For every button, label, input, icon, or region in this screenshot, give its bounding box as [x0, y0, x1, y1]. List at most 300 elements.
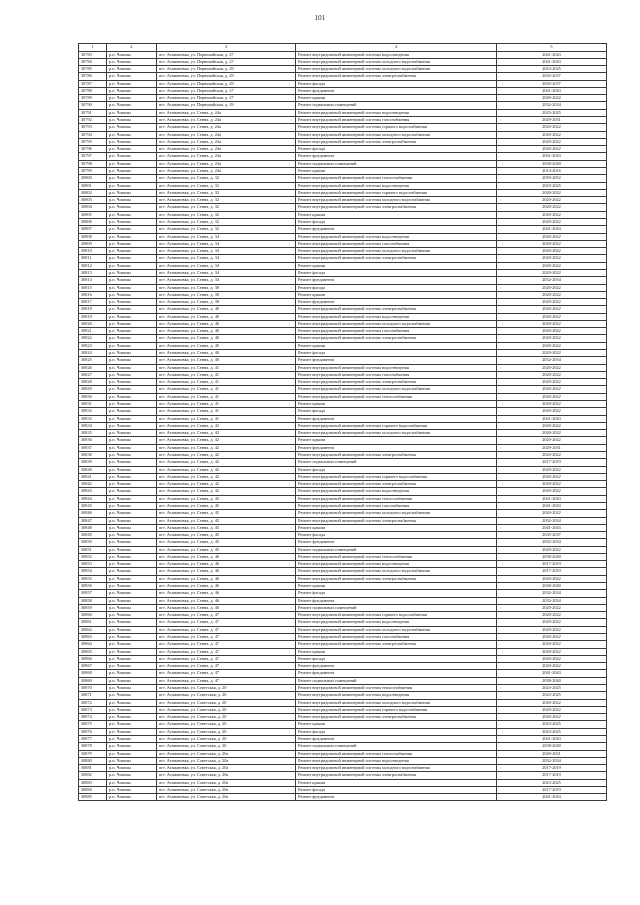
work-type-cell: Ремонт фасада — [296, 466, 497, 473]
row-number-cell: 30830 — [79, 393, 107, 400]
row-number-cell: 30814 — [79, 277, 107, 284]
work-type-cell: Ремонт фундамента — [296, 597, 497, 604]
address-cell: пгт. Атамановка, ул. Сенна, д. 41 — [157, 401, 296, 408]
row-number-cell: 30850 — [79, 539, 107, 546]
period-cell: 2020-2022 — [497, 146, 607, 153]
work-type-cell: Ремонт внутридомовой инженерной системы теплоснабжения — [296, 393, 497, 400]
address-cell: пгт. Атамановка, ул. Сенна, д. 45 — [157, 495, 296, 502]
table-row — [79, 568, 607, 575]
period-cell: 2020-2022 — [497, 422, 607, 429]
municipality-cell: р.п. Чишмы — [107, 684, 157, 691]
address-cell: пгт. Атамановка, ул. Сенна, д. 45 — [157, 524, 296, 531]
address-cell: пгт. Атамановка, ул. Сенна, д. 32 — [157, 211, 296, 218]
address-cell: пгт. Атамановка, ул. Сенна, д. 46 — [157, 597, 296, 604]
row-number-cell: 30813 — [79, 269, 107, 276]
work-type-cell: Ремонт внутридомовой инженерной системы теплоснабжения — [296, 175, 497, 182]
work-type-cell: Ремонт внутридомовой инженерной системы электроснабжения — [296, 138, 497, 145]
municipality-cell: р.п. Чишмы — [107, 619, 157, 626]
address-cell: пгт. Атамановка, ул. Сенна, д. 47 — [157, 648, 296, 655]
work-type-cell: Ремонт фундамента — [296, 153, 497, 160]
municipality-cell: р.п. Чишмы — [107, 794, 157, 801]
municipality-cell: р.п. Чишмы — [107, 517, 157, 524]
period-cell: 2020-2022 — [497, 379, 607, 386]
period-cell: 2023-2025 — [497, 66, 607, 73]
work-type-cell: Ремонт фасада — [296, 408, 497, 415]
address-cell: пгт. Атамановка, ул. Сенна, д. 47 — [157, 670, 296, 677]
municipality-cell: р.п. Чишмы — [107, 743, 157, 750]
address-cell: пгт. Атамановка, ул. Сенна, д. 42 — [157, 451, 296, 458]
row-number-cell: 30801 — [79, 182, 107, 189]
work-type-cell: Ремонт внутридомовой инженерной системы горячего водоснабжения — [296, 189, 497, 196]
period-cell: 2020-2022 — [497, 393, 607, 400]
address-cell: пгт. Атамановка, ул. Сенна, д. 41 — [157, 379, 296, 386]
period-cell: 2032-2034 — [497, 539, 607, 546]
period-cell: 2020-2022 — [497, 481, 607, 488]
period-cell: 2020-2022 — [497, 342, 607, 349]
address-cell: пгт. Атамановка, ул. Сенна, д. 34 — [157, 248, 296, 255]
row-number-cell: 30840 — [79, 466, 107, 473]
period-cell: 2041-2043 — [497, 51, 607, 58]
address-cell: пгт. Атамановка, ул. Сенна, д. 46 — [157, 561, 296, 568]
row-number-cell: 30848 — [79, 524, 107, 531]
work-type-cell: Ремонт подвальных помещений — [296, 459, 497, 466]
municipality-cell: р.п. Чишмы — [107, 466, 157, 473]
row-number-cell: 30820 — [79, 320, 107, 327]
column-number-1: 1 — [79, 44, 107, 52]
municipality-cell: р.п. Чишмы — [107, 131, 157, 138]
work-type-cell: Ремонт внутридомовой инженерной системы электроснабжения — [296, 255, 497, 262]
address-cell: пгт. Атамановка, ул. Сенна, д. 42 — [157, 481, 296, 488]
table-row — [79, 619, 607, 626]
address-cell: пгт. Атамановка, ул. Сенна, д. 32 — [157, 189, 296, 196]
work-type-cell: Ремонт внутридомовой инженерной системы электроснабжения — [296, 335, 497, 342]
municipality-cell: р.п. Чишмы — [107, 168, 157, 175]
row-number-cell: 30826 — [79, 364, 107, 371]
row-number-cell: 30880 — [79, 757, 107, 764]
row-number-cell: 30841 — [79, 473, 107, 480]
period-cell: 2020-2022 — [497, 619, 607, 626]
municipality-cell: р.п. Чишмы — [107, 786, 157, 793]
address-cell: пгт. Атамановка, ул. Сенна, д. 40 — [157, 350, 296, 357]
row-number-cell: 30844 — [79, 495, 107, 502]
work-type-cell: Ремонт фундамента — [296, 87, 497, 94]
municipality-cell: р.п. Чишмы — [107, 255, 157, 262]
table-row — [79, 364, 607, 371]
address-cell: пгт. Атамановка, ул. Сенна, д. 47 — [157, 612, 296, 619]
period-cell: 2020-2022 — [497, 269, 607, 276]
table-row — [79, 204, 607, 211]
table-row — [79, 663, 607, 670]
row-number-cell: 30867 — [79, 663, 107, 670]
municipality-cell: р.п. Чишмы — [107, 655, 157, 662]
work-type-cell: Ремонт внутридомовой инженерной системы электроснабжения — [296, 772, 497, 779]
table-row — [79, 313, 607, 320]
work-type-cell: Ремонт внутридомовой инженерной системы электроснабжения — [296, 641, 497, 648]
work-type-cell: Ремонт внутридомовой инженерной системы электроснабжения — [296, 714, 497, 721]
work-type-cell: Ремонт внутридомовой инженерной системы холодного водоснабжения — [296, 626, 497, 633]
address-cell: пгт. Атамановка, ул. Сенна, д. 24а — [157, 168, 296, 175]
period-cell: 2041-2043 — [497, 415, 607, 422]
column-number-row — [79, 44, 607, 52]
table-row — [79, 233, 607, 240]
period-cell: 2041-2043 — [497, 226, 607, 233]
municipality-cell: р.п. Чишмы — [107, 146, 157, 153]
row-number-cell: 30802 — [79, 189, 107, 196]
work-type-cell: Ремонт внутридомовой инженерной системы водоотведения — [296, 364, 497, 371]
row-number-cell: 30877 — [79, 735, 107, 742]
period-cell: 2020-2022 — [497, 648, 607, 655]
work-type-cell: Ремонт внутридомовой инженерной системы холодного водоснабжения — [296, 510, 497, 517]
table-row — [79, 277, 607, 284]
municipality-cell: р.п. Чишмы — [107, 95, 157, 102]
row-number-cell: 30833 — [79, 415, 107, 422]
address-cell: пгт. Атамановка, ул. Советская, д. 20 — [157, 684, 296, 691]
work-type-cell: Ремонт фасада — [296, 728, 497, 735]
address-cell: пгт. Атамановка, ул. Сенна, д. 41 — [157, 415, 296, 422]
table-row — [79, 583, 607, 590]
work-type-cell: Ремонт фасада — [296, 284, 497, 291]
work-type-cell: Ремонт внутридомовой инженерной системы водоотведения — [296, 561, 497, 568]
municipality-cell: р.п. Чишмы — [107, 357, 157, 364]
municipality-cell: р.п. Чишмы — [107, 269, 157, 276]
municipality-cell: р.п. Чишмы — [107, 524, 157, 531]
row-number-cell: 30860 — [79, 612, 107, 619]
work-type-cell: Ремонт крыши — [296, 524, 497, 531]
period-cell: 2020-2022 — [497, 604, 607, 611]
table-row — [79, 648, 607, 655]
work-type-cell: Ремонт фундамента — [296, 226, 497, 233]
address-cell: пгт. Атамановка, ул. Сенна, д. 47 — [157, 677, 296, 684]
work-type-cell: Ремонт внутридомовой инженерной системы горячего водоснабжения — [296, 612, 497, 619]
table-row — [79, 299, 607, 306]
address-cell: пгт. Атамановка, ул. Сенна, д. 24а — [157, 131, 296, 138]
period-cell: 2020-2022 — [497, 306, 607, 313]
period-cell: 2020-2022 — [497, 313, 607, 320]
row-number-cell: 30810 — [79, 248, 107, 255]
page-number: 101 — [314, 14, 326, 22]
period-cell: 2020-2022 — [497, 386, 607, 393]
period-cell: 2020-2022 — [497, 284, 607, 291]
table-row — [79, 284, 607, 291]
table-row — [79, 714, 607, 721]
period-cell: 2020-2022 — [497, 204, 607, 211]
table-row — [79, 451, 607, 458]
row-number-cell: 30799 — [79, 168, 107, 175]
table-row — [79, 437, 607, 444]
column-number-3: 3 — [157, 44, 296, 52]
work-type-cell: Ремонт внутридомовой инженерной системы газоснабжения — [296, 117, 497, 124]
municipality-cell: р.п. Чишмы — [107, 532, 157, 539]
period-cell: 2032-2034 — [497, 590, 607, 597]
work-type-cell: Ремонт внутридомовой инженерной системы водоотведения — [296, 757, 497, 764]
work-type-cell: Ремонт фундамента — [296, 670, 497, 677]
row-number-cell: 30847 — [79, 517, 107, 524]
period-cell: 2038-2040 — [497, 743, 607, 750]
address-cell: пгт. Атамановка, ул. Сенна, д. 40 — [157, 335, 296, 342]
work-type-cell: Ремонт подвальных помещений — [296, 677, 497, 684]
address-cell: пгт. Атамановка, ул. Сенна, д. 34 — [157, 233, 296, 240]
work-type-cell: Ремонт внутридомовой инженерной системы холодного водоснабжения — [296, 197, 497, 204]
municipality-cell: р.п. Чишмы — [107, 546, 157, 553]
period-cell: 2041-2043 — [497, 153, 607, 160]
table-row — [79, 415, 607, 422]
table-row — [79, 240, 607, 247]
table-row — [79, 786, 607, 793]
municipality-cell: р.п. Чишмы — [107, 772, 157, 779]
period-cell: 2020-2022 — [497, 655, 607, 662]
row-number-cell: 30825 — [79, 357, 107, 364]
work-type-cell: Ремонт внутридомовой инженерной системы холодного водоснабжения — [296, 131, 497, 138]
table-row — [79, 561, 607, 568]
row-number-cell: 30881 — [79, 765, 107, 772]
municipality-cell: р.п. Чишмы — [107, 262, 157, 269]
work-type-cell: Ремонт крыши — [296, 779, 497, 786]
row-number-cell: 30838 — [79, 451, 107, 458]
row-number-cell: 30864 — [79, 641, 107, 648]
work-type-cell: Ремонт фундамента — [296, 663, 497, 670]
address-cell: пгт. Атамановка, ул. Сенна, д. 45 — [157, 502, 296, 509]
municipality-cell: р.п. Чишмы — [107, 58, 157, 65]
municipality-cell: р.п. Чишмы — [107, 313, 157, 320]
period-cell: 2041-2043 — [497, 87, 607, 94]
address-cell: пгт. Атамановка, ул. Сенна, д. 47 — [157, 641, 296, 648]
table-row — [79, 488, 607, 495]
table-row — [79, 350, 607, 357]
work-type-cell: Ремонт внутридомовой инженерной системы горячего водоснабжения — [296, 706, 497, 713]
address-cell: пгт. Атамановка, ул. Сенна, д. 45 — [157, 510, 296, 517]
address-cell: пгт. Атамановка, ул. Сенна, д. 42 — [157, 473, 296, 480]
row-number-cell: 30803 — [79, 197, 107, 204]
municipality-cell: р.п. Чишмы — [107, 226, 157, 233]
municipality-cell: р.п. Чишмы — [107, 583, 157, 590]
period-cell: 2020-2022 — [497, 371, 607, 378]
address-cell: пгт. Атамановка, ул. Сенна, д. 32 — [157, 218, 296, 225]
municipality-cell: р.п. Чишмы — [107, 364, 157, 371]
row-number-cell: 30807 — [79, 226, 107, 233]
period-cell: 2017-2019 — [497, 459, 607, 466]
row-number-cell: 30815 — [79, 284, 107, 291]
work-type-cell: Ремонт фасада — [296, 786, 497, 793]
period-cell: 2020-2022 — [497, 350, 607, 357]
period-cell: 2041-2043 — [497, 794, 607, 801]
municipality-cell: р.п. Чишмы — [107, 451, 157, 458]
municipality-cell: р.п. Чишмы — [107, 138, 157, 145]
address-cell: пгт. Атамановка, ул. Советская, д. 20а — [157, 779, 296, 786]
period-cell: 2032-2034 — [497, 277, 607, 284]
address-cell: пгт. Атамановка, ул. Сенна, д. 47 — [157, 634, 296, 641]
address-cell: пгт. Атамановка, ул. Сенна, д. 42 — [157, 430, 296, 437]
work-type-cell: Ремонт внутридомовой инженерной системы электроснабжения — [296, 575, 497, 582]
work-type-cell: Ремонт внутридомовой инженерной системы теплоснабжения — [296, 553, 497, 560]
address-cell: пгт. Атамановка, ул. Сенна, д. 32 — [157, 197, 296, 204]
address-cell: пгт. Атамановка, ул. Сенна, д. 47 — [157, 619, 296, 626]
work-type-cell: Ремонт фасада — [296, 218, 497, 225]
work-type-cell: Ремонт внутридомовой инженерной системы горячего водоснабжения — [296, 124, 497, 131]
table-row — [79, 765, 607, 772]
work-type-cell: Ремонт фасада — [296, 269, 497, 276]
period-cell: 2020-2022 — [497, 488, 607, 495]
row-number-cell: 30787 — [79, 80, 107, 87]
table-row — [79, 262, 607, 269]
municipality-cell: р.п. Чишмы — [107, 218, 157, 225]
period-cell: 2032-2034 — [497, 357, 607, 364]
row-number-cell: 30790 — [79, 102, 107, 109]
work-type-cell: Ремонт крыши — [296, 342, 497, 349]
address-cell: пгт. Атамановка, ул. Сенна, д. 42 — [157, 459, 296, 466]
municipality-cell: р.п. Чишмы — [107, 371, 157, 378]
repair-schedule-sheet — [78, 43, 606, 801]
work-type-cell: Ремонт фундамента — [296, 357, 497, 364]
address-cell: пгт. Атамановка, ул. Сенна, д. 46 — [157, 568, 296, 575]
table-row — [79, 641, 607, 648]
table-row — [79, 706, 607, 713]
municipality-cell: р.п. Чишмы — [107, 510, 157, 517]
work-type-cell: Ремонт подвальных помещений — [296, 160, 497, 167]
row-number-cell: 30884 — [79, 786, 107, 793]
period-cell: 2029-2031 — [497, 117, 607, 124]
work-type-cell: Ремонт внутридомовой инженерной системы холодного водоснабжения — [296, 66, 497, 73]
address-cell: пгт. Атамановка, ул. Первомайская, д. 29 — [157, 102, 296, 109]
row-number-cell: 30870 — [79, 684, 107, 691]
table-row — [79, 342, 607, 349]
period-cell: 2041-2043 — [497, 524, 607, 531]
municipality-cell: р.п. Чишмы — [107, 779, 157, 786]
address-cell: пгт. Атамановка, ул. Сенна, д. 46 — [157, 575, 296, 582]
address-cell: пгт. Атамановка, ул. Первомайская, д. 29 — [157, 66, 296, 73]
row-number-cell: 30816 — [79, 291, 107, 298]
table-row — [79, 510, 607, 517]
table-row — [79, 699, 607, 706]
municipality-cell: р.п. Чишмы — [107, 248, 157, 255]
row-number-cell: 30875 — [79, 721, 107, 728]
period-cell: 2041-2043 — [497, 58, 607, 65]
column-number-2: 2 — [107, 44, 157, 52]
address-cell: пгт. Атамановка, ул. Советская, д. 20а — [157, 765, 296, 772]
municipality-cell: р.п. Чишмы — [107, 495, 157, 502]
address-cell: пгт. Атамановка, ул. Сенна, д. 46 — [157, 604, 296, 611]
row-number-cell: 30856 — [79, 583, 107, 590]
work-type-cell: Ремонт крыши — [296, 583, 497, 590]
municipality-cell: р.п. Чишмы — [107, 73, 157, 80]
address-cell: пгт. Атамановка, ул. Сенна, д. 32 — [157, 175, 296, 182]
address-cell: пгт. Атамановка, ул. Советская, д. 20 — [157, 692, 296, 699]
period-cell: 2023-2025 — [497, 721, 607, 728]
address-cell: пгт. Атамановка, ул. Советская, д. 20а — [157, 757, 296, 764]
period-cell: 2020-2022 — [497, 430, 607, 437]
table-row — [79, 211, 607, 218]
row-number-cell: 30845 — [79, 502, 107, 509]
period-cell: 2020-2022 — [497, 706, 607, 713]
table-row — [79, 539, 607, 546]
address-cell: пгт. Атамановка, ул. Сенна, д. 40 — [157, 342, 296, 349]
row-number-cell: 30863 — [79, 634, 107, 641]
row-number-cell: 30837 — [79, 444, 107, 451]
table-row — [79, 109, 607, 116]
row-number-cell: 30824 — [79, 350, 107, 357]
table-row — [79, 481, 607, 488]
row-number-cell: 30832 — [79, 408, 107, 415]
municipality-cell: р.п. Чишмы — [107, 342, 157, 349]
work-type-cell: Ремонт фасада — [296, 532, 497, 539]
row-number-cell: 30861 — [79, 619, 107, 626]
row-number-cell: 30872 — [79, 699, 107, 706]
work-type-cell: Ремонт внутридомовой инженерной системы холодного водоснабжения — [296, 699, 497, 706]
table-row — [79, 102, 607, 109]
period-cell: 2032-2034 — [497, 757, 607, 764]
address-cell: пгт. Атамановка, ул. Сенна, д. 38 — [157, 291, 296, 298]
period-cell: 2020-2022 — [497, 189, 607, 196]
address-cell: пгт. Атамановка, ул. Сенна, д. 32 — [157, 204, 296, 211]
table-row — [79, 95, 607, 102]
table-row — [79, 626, 607, 633]
row-number-cell: 30869 — [79, 677, 107, 684]
period-cell: 2020-2022 — [497, 546, 607, 553]
period-cell: 2032-2034 — [497, 597, 607, 604]
period-cell: 2041-2043 — [497, 495, 607, 502]
work-type-cell: Ремонт крыши — [296, 437, 497, 444]
period-cell: 2020-2022 — [497, 451, 607, 458]
address-cell: пгт. Атамановка, ул. Сенна, д. 40 — [157, 313, 296, 320]
row-number-cell: 30818 — [79, 306, 107, 313]
row-number-cell: 30839 — [79, 459, 107, 466]
row-number-cell: 30852 — [79, 553, 107, 560]
row-number-cell: 30804 — [79, 204, 107, 211]
municipality-cell: р.п. Чишмы — [107, 401, 157, 408]
table-row — [79, 306, 607, 313]
municipality-cell: р.п. Чишмы — [107, 415, 157, 422]
period-cell: 2020-2022 — [497, 663, 607, 670]
row-number-cell: 30806 — [79, 218, 107, 225]
work-type-cell: Ремонт внутридомовой инженерной системы холодного водоснабжения — [296, 386, 497, 393]
row-number-cell: 30798 — [79, 160, 107, 167]
period-cell: 2029-2031 — [497, 444, 607, 451]
work-type-cell: Ремонт фасада — [296, 350, 497, 357]
row-number-cell: 30835 — [79, 430, 107, 437]
municipality-cell: р.п. Чишмы — [107, 335, 157, 342]
work-type-cell: Ремонт внутридомовой инженерной системы электроснабжения — [296, 481, 497, 488]
period-cell: 2023-2025 — [497, 728, 607, 735]
table-row — [79, 466, 607, 473]
row-number-cell: 30866 — [79, 655, 107, 662]
work-type-cell: Ремонт внутридомовой инженерной системы теплоснабжения — [296, 495, 497, 502]
row-number-cell: 30842 — [79, 481, 107, 488]
period-cell: 2023-2025 — [497, 109, 607, 116]
period-cell: 2020-2022 — [497, 131, 607, 138]
work-type-cell: Ремонт внутридомовой инженерной системы электроснабжения — [296, 73, 497, 80]
work-type-cell: Ремонт внутридомовой инженерной системы электроснабжения — [296, 451, 497, 458]
table-row — [79, 517, 607, 524]
table-row — [79, 757, 607, 764]
table-row — [79, 575, 607, 582]
row-number-cell: 30821 — [79, 328, 107, 335]
table-row — [79, 735, 607, 742]
address-cell: пгт. Атамановка, ул. Первомайская, д. 27 — [157, 95, 296, 102]
period-cell: 2020-2022 — [497, 437, 607, 444]
row-number-cell: 30800 — [79, 175, 107, 182]
row-number-cell: 30789 — [79, 95, 107, 102]
row-number-cell: 30817 — [79, 299, 107, 306]
municipality-cell: р.п. Чишмы — [107, 204, 157, 211]
address-cell: пгт. Атамановка, ул. Советская, д. 20 — [157, 706, 296, 713]
address-cell: пгт. Атамановка, ул. Советская, д. 20а — [157, 786, 296, 793]
table-row — [79, 422, 607, 429]
address-cell: пгт. Атамановка, ул. Сенна, д. 42 — [157, 444, 296, 451]
table-row — [79, 430, 607, 437]
municipality-cell: р.п. Чишмы — [107, 648, 157, 655]
municipality-cell: р.п. Чишмы — [107, 502, 157, 509]
address-cell: пгт. Атамановка, ул. Сенна, д. 24а — [157, 109, 296, 116]
row-number-cell: 30829 — [79, 386, 107, 393]
